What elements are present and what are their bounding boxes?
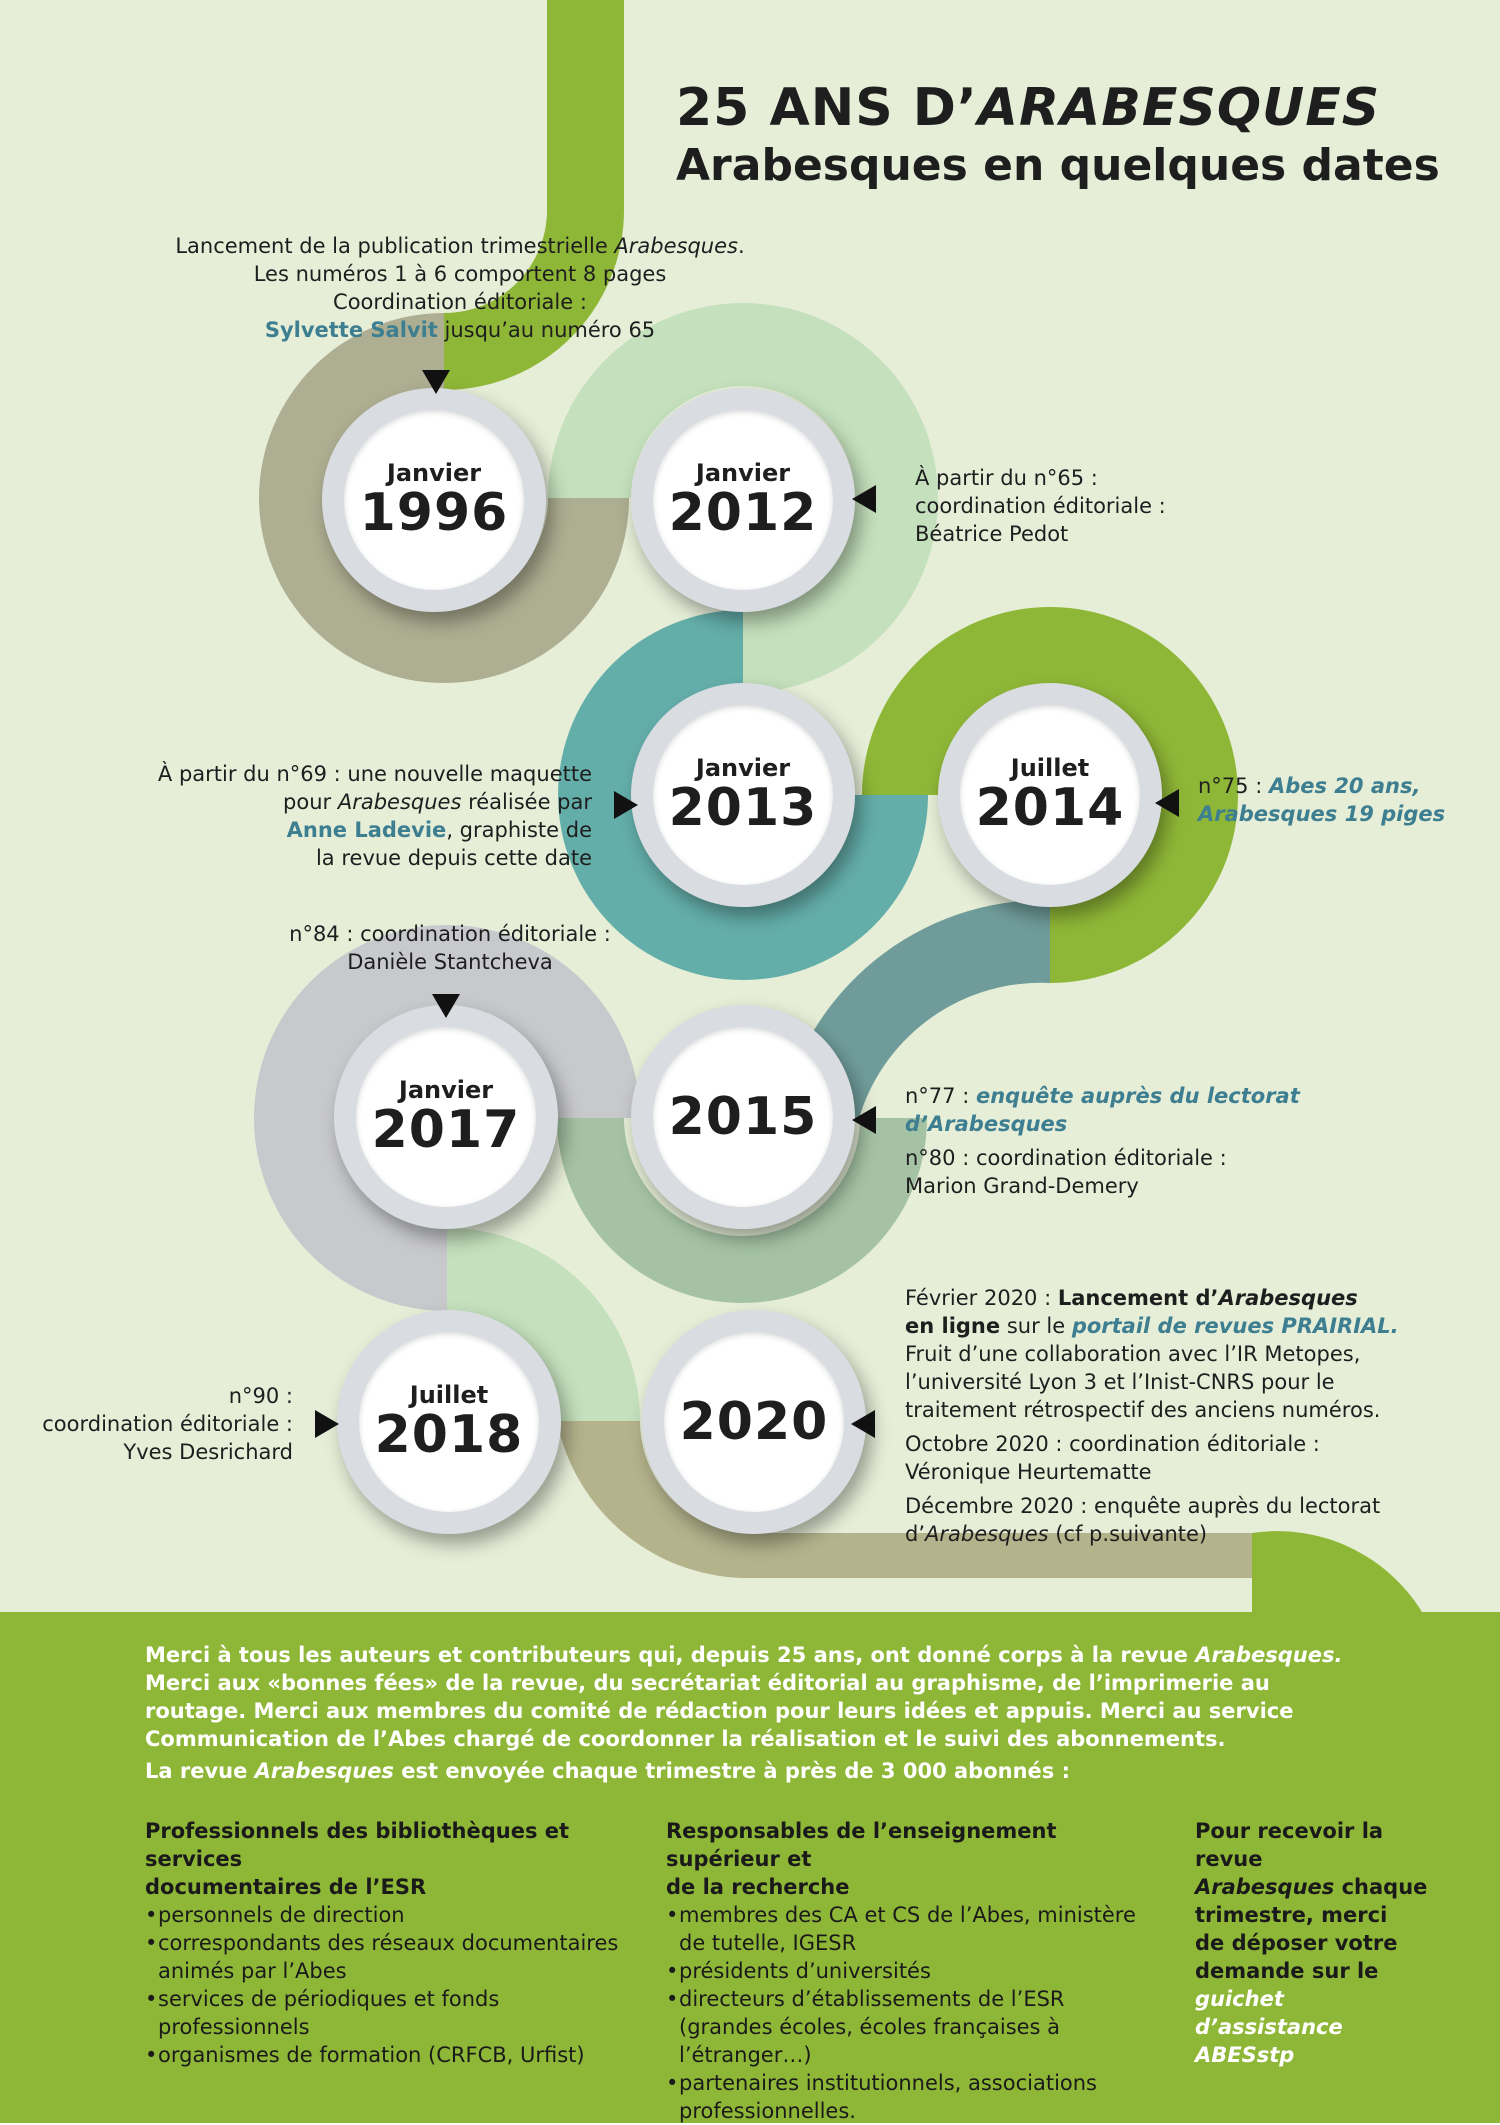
list-item: • présidents d’universités bbox=[666, 1957, 1156, 1985]
note-2013: À partir du n°69 : une nouvelle maquette pour Arabesques réalisée par Anne Ladevie, graphiste de la revue depuis cette date bbox=[157, 762, 592, 870]
note-2015: n°77 : enquête auprès du lectorat d’Arabesques n°80 : coordination éditoriale : Marion Grand-Demery bbox=[905, 1084, 1300, 1198]
list-item: • partenaires institutionnels, associations professionnelles. bbox=[666, 2069, 1156, 2125]
page-title: 25 ANS D’ARABESQUES bbox=[676, 78, 1381, 138]
milestone-year: 2018 bbox=[374, 1404, 524, 1465]
list-item: • correspondants des réseaux documentaires animés par l’Abes bbox=[145, 1929, 645, 1985]
milestone-1996 bbox=[322, 388, 546, 612]
milestone-2012 bbox=[631, 388, 855, 612]
list-item: • personnels de direction bbox=[145, 1901, 645, 1929]
note-2020: Février 2020 : Lancement d’Arabesques en ligne sur le portail de revues PRAIRIAL. Fruit d’une collaboration avec l’IR Metopes, l’université Lyon 3 et l’Inist-CNRS pour le traitement rétrospectif des anciens numéros. Octobre 2020 : coordination éditoriale : Véronique Heurtematte Décembre 2020 : enquête auprès du lectorat d’Arabesques (cf p.suivante) bbox=[905, 1286, 1399, 1546]
note-2014: n°75 : Abes 20 ans, Arabesques 19 piges bbox=[1198, 774, 1446, 826]
audience-column-higher-ed: Responsables de l’enseignement supérieur et de la recherche • membres des CA et CS de l’Abes, ministère de tutelle, IGESR • présidents d’universités • directeurs d’établissements de l’ESR (grandes écoles, écoles françaises à l’étranger…) • partenaires institutionnels, associations professionnelles. bbox=[666, 1817, 1156, 2125]
note-1996: Lancement de la publication trimestrielle Arabesques. Les numéros 1 à 6 comportent 8 pages Coordination éditoriale : Sylvette Salvit jusqu’au numéro 65 bbox=[175, 234, 745, 342]
milestone-year: 2017 bbox=[371, 1099, 521, 1160]
list-item: • directeurs d’établissements de l’ESR (grandes écoles, écoles françaises à l’étranger…) bbox=[666, 1985, 1156, 2069]
milestone-year: 2013 bbox=[668, 777, 818, 838]
list-item: • services de périodiques et fonds professionnels bbox=[145, 1985, 645, 2041]
page-subtitle: Arabesques en quelques dates bbox=[676, 140, 1440, 191]
milestone-2013 bbox=[631, 683, 855, 907]
audience-column-libraries: Professionnels des bibliothèques et services documentaires de l’ESR • personnels de direction • correspondants des réseaux documentaires animés par l’Abes • services de périodiques et fonds professionnels • organismes de formation (CRFCB, Urfist) bbox=[145, 1817, 645, 2069]
arrow-down-icon bbox=[422, 370, 450, 394]
arrow-right-icon bbox=[614, 791, 638, 819]
designer-name: Anne Ladevie bbox=[286, 818, 447, 842]
milestone-month: Janvier bbox=[386, 458, 482, 487]
subscribe-call-to-action: Pour recevoir la revue Arabesques chaque trimestre, merci de déposer votre demande sur le guichet d’assistance ABESstp bbox=[1195, 1817, 1445, 2069]
milestone-month: Juillet bbox=[1010, 753, 1090, 782]
milestone-year: 2020 bbox=[679, 1391, 829, 1452]
arrow-left-icon bbox=[852, 1106, 876, 1134]
footer-panel bbox=[0, 1612, 1500, 2123]
arrow-down-icon bbox=[432, 994, 460, 1018]
milestone-2015 bbox=[631, 1005, 855, 1229]
editor-name: Sylvette Salvit bbox=[264, 318, 438, 342]
abesstp-link[interactable]: d’assistance ABESstp bbox=[1195, 2015, 1343, 2067]
milestone-2014 bbox=[938, 683, 1162, 907]
milestone-2017 bbox=[334, 1005, 558, 1229]
note-2017: n°84 : coordination éditoriale : Danièle Stantcheva bbox=[289, 922, 611, 974]
note-2018: n°90 : coordination éditoriale : Yves Desrichard bbox=[42, 1384, 293, 1464]
milestone-2020 bbox=[642, 1310, 866, 1534]
milestone-2018 bbox=[337, 1310, 561, 1534]
milestone-year: 2012 bbox=[668, 482, 818, 543]
milestone-month: Janvier bbox=[695, 458, 791, 487]
list-item: • membres des CA et CS de l’Abes, ministère de tutelle, IGESR bbox=[666, 1901, 1156, 1957]
arrow-left-icon bbox=[1155, 789, 1179, 817]
milestone-month: Janvier bbox=[695, 753, 791, 782]
arrow-left-icon bbox=[852, 485, 876, 513]
milestone-year: 1996 bbox=[359, 482, 509, 543]
note-2012: À partir du n°65 : coordination éditoriale : Béatrice Pedot bbox=[915, 466, 1166, 546]
abesstp-link[interactable]: guichet bbox=[1195, 1987, 1284, 2011]
milestone-year: 2014 bbox=[975, 777, 1125, 838]
milestone-year: 2015 bbox=[668, 1086, 818, 1147]
arrow-left-icon bbox=[851, 1410, 875, 1438]
milestone-month: Janvier bbox=[398, 1075, 494, 1104]
list-item: • organismes de formation (CRFCB, Urfist) bbox=[145, 2041, 645, 2069]
arrow-right-icon bbox=[315, 1410, 339, 1438]
subscribers-intro: La revue Arabesques est envoyée chaque trimestre à près de 3 000 abonnés : bbox=[145, 1759, 1070, 1783]
thanks-paragraph: Merci à tous les auteurs et contributeurs qui, depuis 25 ans, ont donné corps à la revue Arabesques. Merci aux «bonnes fées» de la revue, du secrétariat éditorial au graphisme, de l’imprimerie au routage. Merci aux membres du comité de rédaction pour leurs idées et appuis. Merci au service Communication de l’Abes chargé de coordonner la réalisation et le suivi des abonnements. bbox=[145, 1643, 1343, 1751]
milestone-month: Juillet bbox=[409, 1380, 489, 1409]
